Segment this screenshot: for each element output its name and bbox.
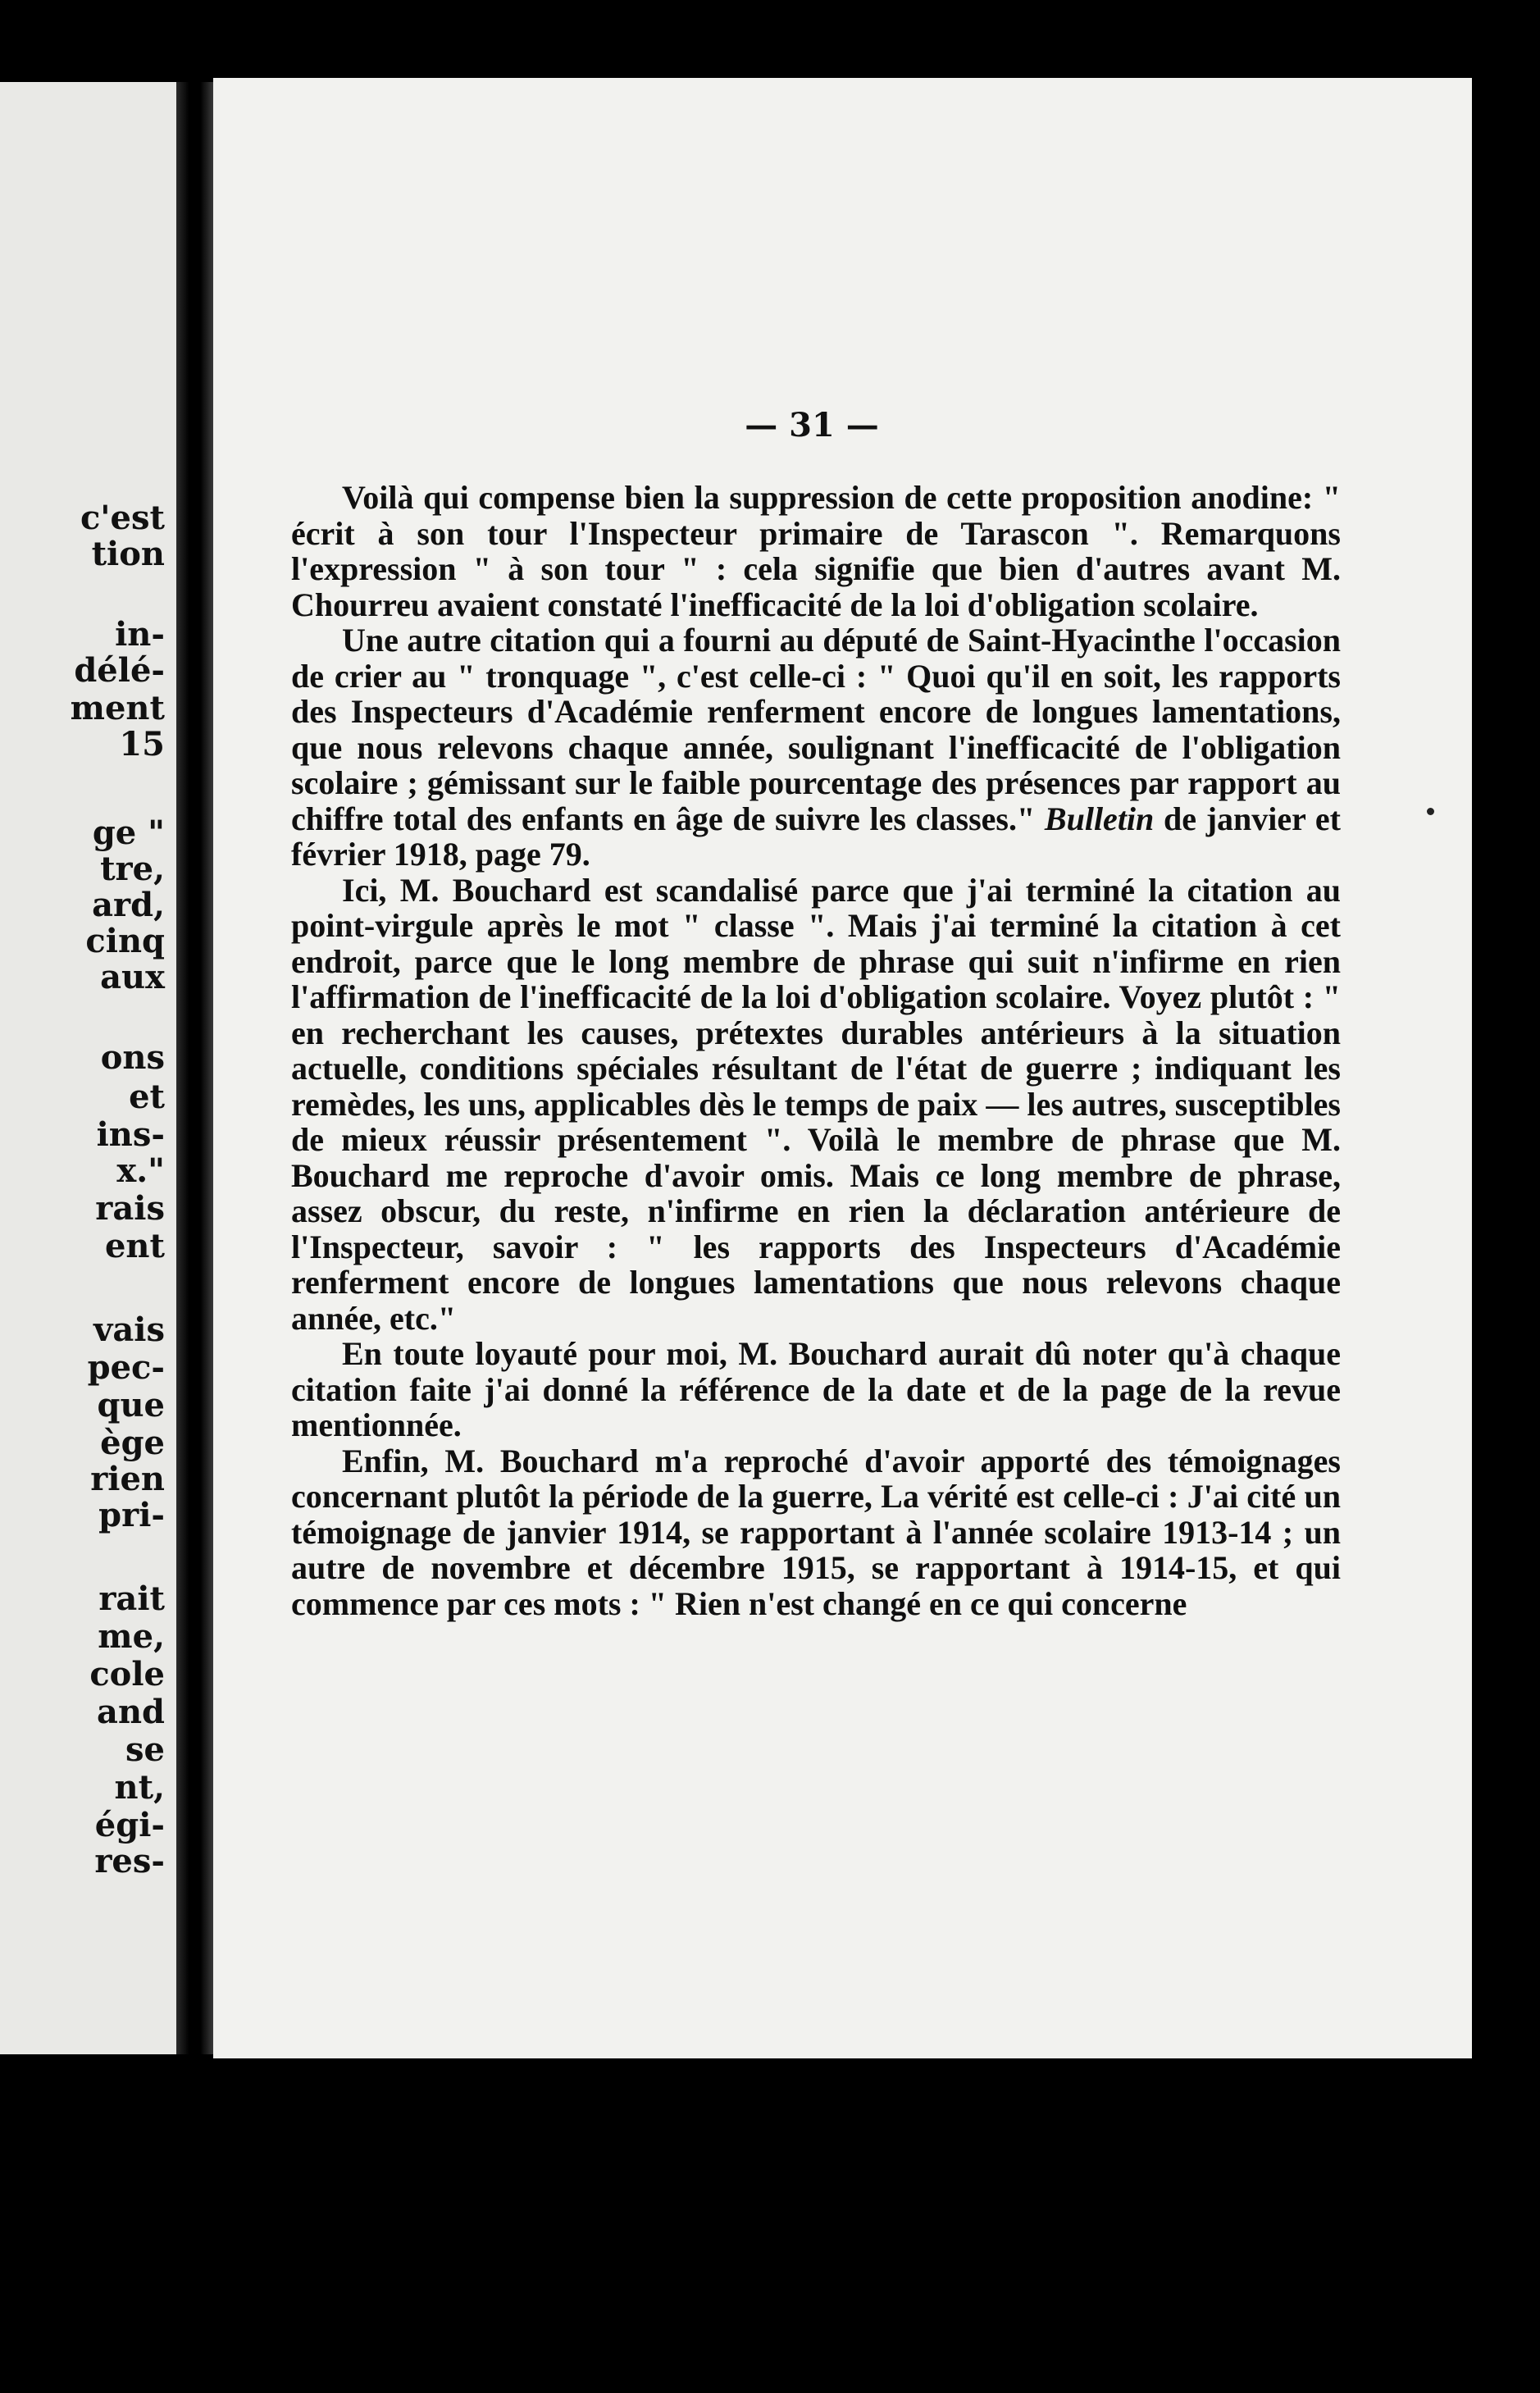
paragraph-2-reference: de janvier et février 1918, page 79. xyxy=(291,800,1341,873)
left-line-fragment: ment xyxy=(70,689,165,727)
left-line-fragment: rien xyxy=(90,1460,165,1498)
left-line-fragment: vais xyxy=(93,1310,165,1349)
left-line-fragment: nt, xyxy=(114,1768,165,1807)
left-line-fragment: égi- xyxy=(94,1806,165,1844)
left-line-fragment: rais xyxy=(95,1189,165,1228)
paragraph-5: Enfin, M. Bouchard m'a reproché d'avoir apporté des témoignages concernant plutôt la période de la guerre, La vérité est celle-ci : J'ai cité un témoignage de janvier 1914, se rapportant à l'année scolaire 1913-14 ; un autre de novembre et décembre 1915, se rapportant à 1914-15, et qui commence par ces mots : " Rien n'est changé en ce qui concerne xyxy=(291,1442,1341,1622)
left-line-fragment: pec- xyxy=(87,1348,165,1387)
left-line-fragment: c'est xyxy=(80,499,165,537)
left-line-fragment: ège xyxy=(100,1424,165,1462)
left-line-fragment: 15 xyxy=(119,725,165,763)
paragraph-1: Voilà qui compense bien la suppression de cette proposition anodine: " écrit à son tour l'Inspecteur primaire de Tarascon ". Remarquons l'expression " à son tour " : cela signifie que bien d'autres avant M. Chourreu avaient constaté l'inefficacité de la loi d'obligation scolaire. xyxy=(291,479,1341,623)
left-line-fragment: cole xyxy=(89,1655,165,1693)
left-line-fragment: me, xyxy=(98,1617,165,1656)
paragraph-3: Ici, M. Bouchard est scandalisé parce que j'ai terminé la citation au point-virgule après le mot " classe ". Mais j'ai terminé la citation à cet endroit, parce que le long membre de phrase qui suit n'infirme en rien l'affirmation de l'inefficacité de la loi d'obligation scolaire. Voyez plutôt : " en recherchant les causes, prétextes durables antérieurs à la situation actuelle, conditions spéciales résultant de l'état de guerre ; indiquant les remèdes, les uns, applicables dès le temps de paix — les autres, susceptibles de mieux réussir présentement ". Voilà le membre de phrase que M. Bouchard me reproche d'avoir omis. Mais ce long membre de phrase, assez obscur, du reste, n'infirme en rien la déclaration antérieure de l'Inspecteur, savoir : " les rapports des Inspecteurs d'Académie renferment encore de longues lamentations que nous relevons chaque année, etc." xyxy=(291,871,1341,1337)
left-line-fragment: tre, xyxy=(100,850,165,888)
left-line-fragment: et xyxy=(129,1078,165,1116)
left-line-fragment: x." xyxy=(116,1151,165,1190)
previous-page-fragment xyxy=(0,82,176,2054)
paragraph-4: En toute loyauté pour moi, M. Bouchard aurait dû noter qu'à chaque citation faite j'ai donné la référence de la date et de la page de la revue mentionnée. xyxy=(291,1335,1341,1443)
left-line-fragment: ons xyxy=(100,1038,165,1077)
left-line-fragment: in- xyxy=(115,615,165,654)
left-line-fragment: pri- xyxy=(98,1496,165,1534)
left-line-fragment: que xyxy=(97,1386,165,1424)
left-line-fragment: tion xyxy=(91,535,165,573)
current-page xyxy=(213,78,1472,2058)
book-gutter xyxy=(176,82,213,2054)
left-line-fragment: se xyxy=(125,1730,165,1769)
left-line-fragment: res- xyxy=(94,1842,165,1880)
page-number: — 31 — xyxy=(745,406,879,444)
paragraph-2-text: Une autre citation qui a fourni au député de Saint-Hyacinthe l'occasion de crier au " tronquage ", c'est celle-ci : " Quoi qu'il en soit, les rapports des Inspecteurs d'Académie renferment encore de longues lamentations, que nous relevons chaque année, soulignant l'inefficacité de l'obligation scolaire ; gémissant sur le faible pourcentage des présences par rapport au chiffre total des enfants en âge de suivre les classes." xyxy=(291,622,1341,837)
left-line-fragment: ge " xyxy=(92,814,165,852)
left-line-fragment: rait xyxy=(98,1579,165,1618)
left-line-fragment: ard, xyxy=(92,886,165,924)
bulletin-title: Bulletin xyxy=(1044,800,1155,837)
paragraph-2 xyxy=(291,622,1341,873)
left-line-fragment: and xyxy=(97,1693,165,1731)
left-line-fragment: ins- xyxy=(96,1115,165,1154)
left-line-fragment: ent xyxy=(104,1227,165,1265)
left-line-fragment: délé- xyxy=(74,651,165,690)
page-body xyxy=(291,480,1341,1621)
left-line-fragment: aux xyxy=(100,958,165,996)
scan-speck xyxy=(1427,808,1434,815)
left-line-fragment: cinq xyxy=(85,922,165,960)
